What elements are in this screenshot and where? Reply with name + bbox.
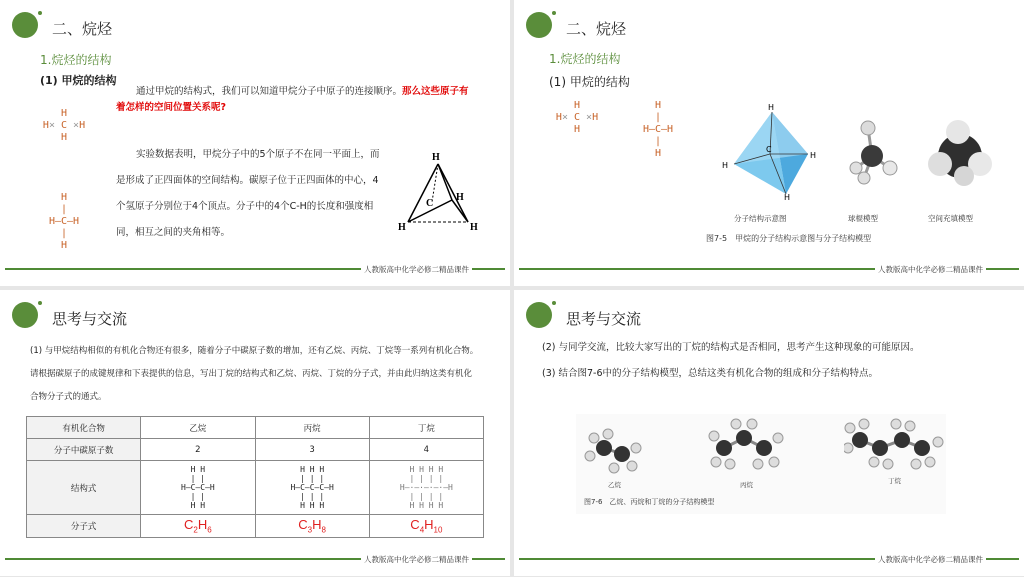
title-dot-icon <box>36 299 44 307</box>
svg-text:H: H <box>456 192 464 203</box>
methane-ball-stick-model <box>844 118 904 188</box>
section-title: 思考与交流 <box>52 310 128 328</box>
structural-formula: H | H—C—H | H <box>48 192 80 251</box>
svg-text:H: H <box>470 222 478 233</box>
butane-formula: $C_4H_{10}$ <box>369 515 483 538</box>
caption-space-filling: 空间充填模型 <box>928 214 973 223</box>
svg-text:H: H <box>432 152 440 163</box>
footer-text: 人教版高中化学必修二精品课件 <box>875 264 986 275</box>
table-cell: 3 <box>255 439 369 461</box>
table-row <box>27 461 484 515</box>
section-title: 二、烷烃 <box>52 20 113 38</box>
footer-text: 人教版高中化学必修二精品课件 <box>361 264 472 275</box>
caption-butane: 丁烷 <box>888 477 901 485</box>
footer-text: 人教版高中化学必修二精品课件 <box>361 554 472 565</box>
table-row <box>27 515 484 538</box>
propane-formula: $C_3H_8$ <box>255 515 369 538</box>
alkane-table <box>26 416 484 538</box>
question-2: (2) 与同学交流，比较大家写出的丁烷的结构式是否相同，思考产生这种现象的可能原因。 <box>542 342 920 353</box>
question-3: (3) 结合图7-6中的分子结构模型，总结这类有机化合物的组成和分子结构特点。 <box>542 368 878 379</box>
slide-think-exchange-2 <box>514 290 1024 576</box>
section-title: 思考与交流 <box>566 310 642 328</box>
table-cell: 分子式 <box>27 515 141 538</box>
slide-methane-structure-text <box>0 0 510 286</box>
electron-dot-formula: H H× C ×H H <box>555 100 599 135</box>
title-circle-icon <box>12 302 38 328</box>
table-row <box>27 439 484 461</box>
svg-text:H: H <box>398 222 406 233</box>
svg-text:C: C <box>426 198 434 209</box>
svg-text:H: H <box>722 161 729 170</box>
svg-text:H: H <box>784 193 791 200</box>
tetrahedron-diagram <box>392 150 484 235</box>
subtitle: 1.烷烃的结构 <box>549 52 621 66</box>
intro-paragraph <box>116 84 470 116</box>
slide-methane-models <box>514 0 1024 286</box>
ethane-model <box>584 426 644 476</box>
subtitle: 1.烷烃的结构 <box>40 53 112 67</box>
question-paragraph: (1) 与甲烷结构相似的有机化合物还有很多，随着分子中碳原子数的增加，还有乙烷、丙烷、丁烷等一系列有机化合物。请根据碳原子的成键规律和下表提供的信息，写出丁烷的结构式和乙烷、丙烷、丁烷的分子式，并由此归纳这类有机化合物分子式的通式。 <box>30 346 479 402</box>
table-header: 有机化合物 <box>27 417 141 439</box>
butane-structure: H H H H | | | | H—·—·—·—·—H | | | | H H H H <box>369 461 483 515</box>
ethane-structure: H H | | H—C—C—H | | H H <box>141 461 255 515</box>
caption-propane: 丙烷 <box>740 481 753 489</box>
butane-model <box>844 414 944 472</box>
slide-think-exchange-1 <box>0 290 510 576</box>
title-dot-icon <box>550 9 558 17</box>
propane-structure: H H H | | | H—C—C—C—H | | | H H H <box>255 461 369 515</box>
table-header: 丁烷 <box>369 417 483 439</box>
propane-model <box>708 418 784 474</box>
intro-text: 通过甲烷的结构式，我们可以知道甲烷分子中原子的连接顺序。 <box>136 86 403 97</box>
footer-text: 人教版高中化学必修二精品课件 <box>875 554 986 565</box>
caption-ethane: 乙烷 <box>608 481 621 489</box>
title-circle-icon <box>12 12 38 38</box>
table-header: 丙烷 <box>255 417 369 439</box>
table-row <box>27 417 484 439</box>
table-cell: 分子中碳原子数 <box>27 439 141 461</box>
title-circle-icon <box>526 12 552 38</box>
svg-text:H: H <box>810 151 817 160</box>
structural-formula: H | H—C—H | H <box>642 100 674 159</box>
methane-space-filling-model <box>926 118 996 188</box>
ethane-formula: $C_2H_6$ <box>141 515 255 538</box>
heading: (1) 甲烷的结构 <box>40 74 117 87</box>
table-header: 乙烷 <box>141 417 255 439</box>
figure-caption: 图7-5 甲烷的分子结构示意图与分子结构模型 <box>706 234 872 243</box>
data-paragraph: 实验数据表明，甲烷分子中的5个原子不在同一平面上，而是形成了正四面体的空间结构。碳原子位于正四面体的中心，4个氢原子分别位于4个顶点。分子中的4个C-H的长度和强度相同，相互之间的夹角相等。 <box>116 149 380 238</box>
title-circle-icon <box>526 302 552 328</box>
section-title: 二、烷烃 <box>566 20 627 38</box>
figure-caption: 图7-6 乙烷、丙烷和丁烷的分子结构模型 <box>584 498 715 506</box>
methane-tetrahedron-schematic <box>720 100 820 200</box>
intro-question: 那么这些原子有着怎样的空间位置关系呢? <box>116 86 469 113</box>
caption-schematic: 分子结构示意图 <box>734 214 787 223</box>
svg-text:C: C <box>766 145 772 154</box>
heading: (1) 甲烷的结构 <box>549 75 630 89</box>
table-cell: 结构式 <box>27 461 141 515</box>
title-dot-icon <box>36 9 44 17</box>
svg-text:H: H <box>768 103 775 112</box>
caption-ball-stick: 球棍模型 <box>848 214 878 223</box>
table-cell: 4 <box>369 439 483 461</box>
electron-dot-formula: H H× C ×H H <box>42 108 86 143</box>
table-cell: 2 <box>141 439 255 461</box>
title-dot-icon <box>550 299 558 307</box>
